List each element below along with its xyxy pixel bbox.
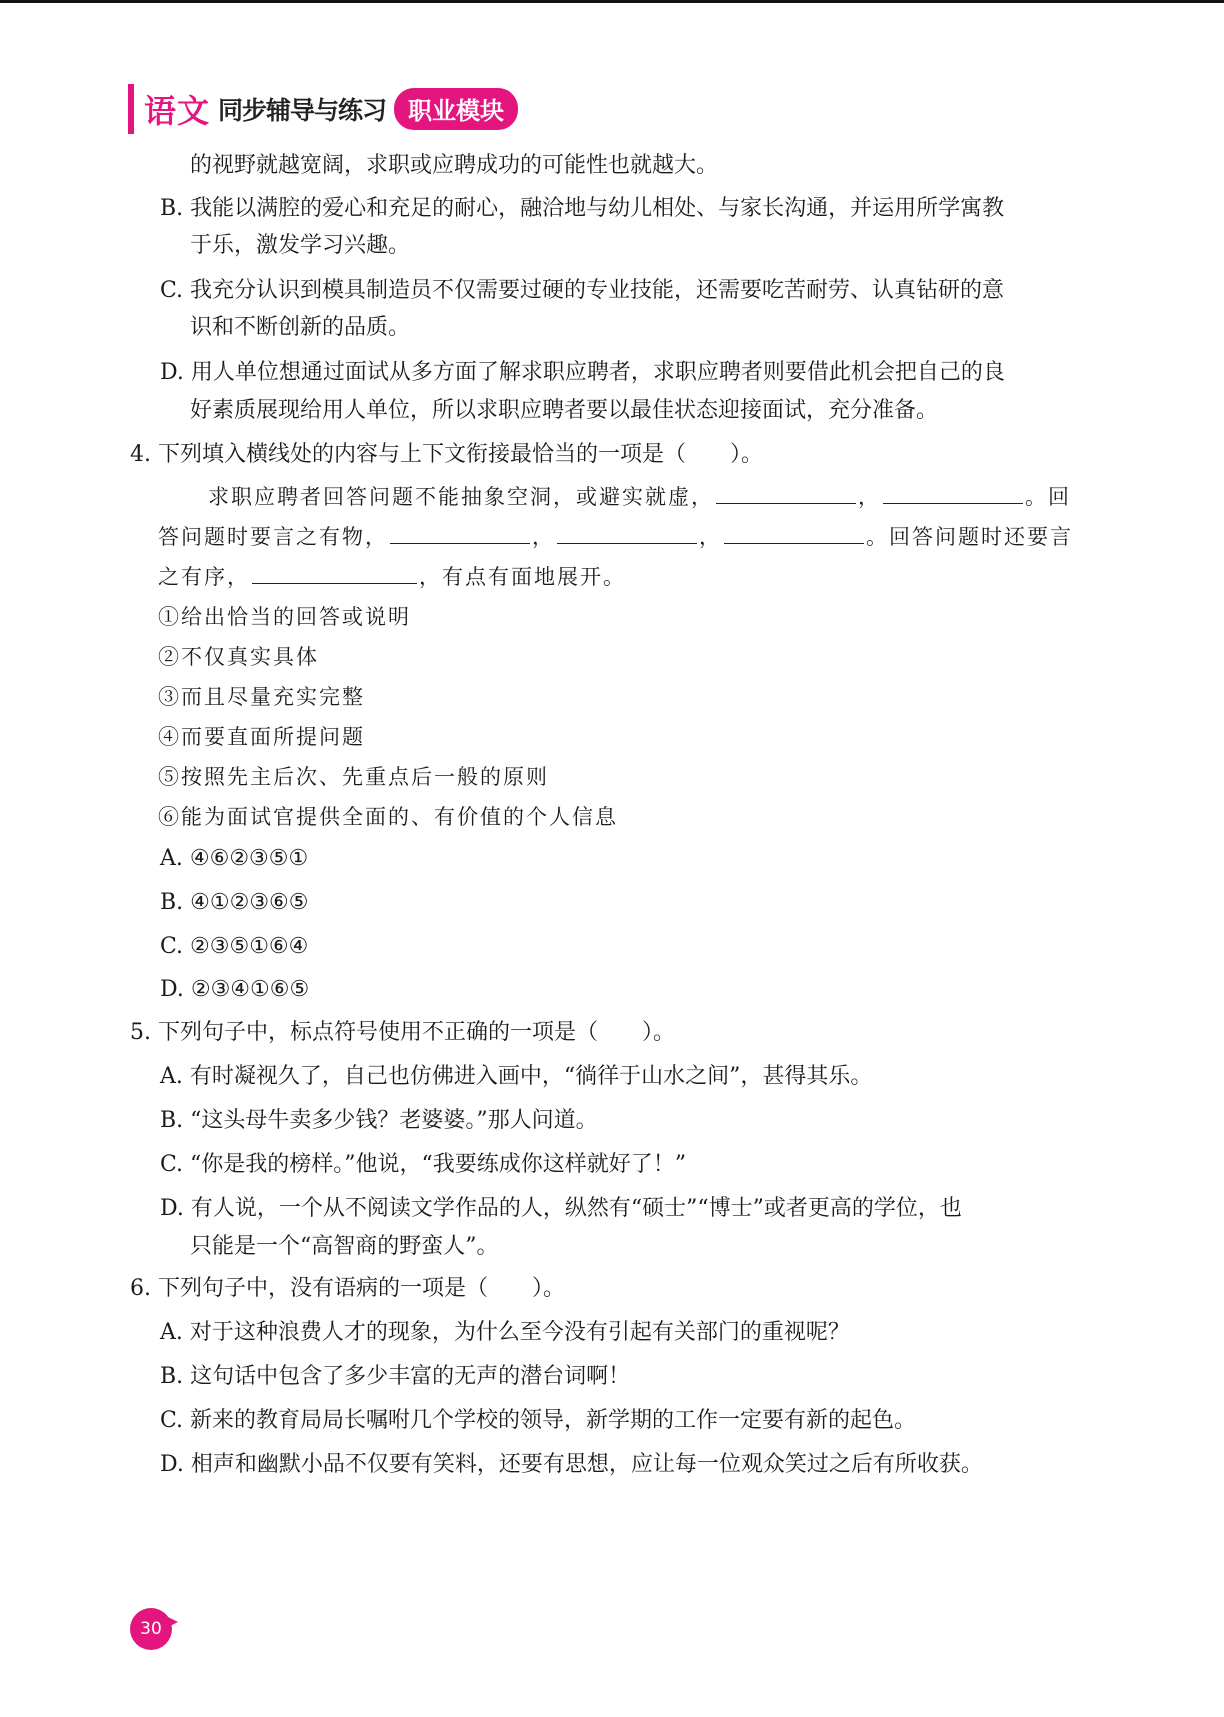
q4-item: ③而且尽量充实完整 <box>158 685 365 709</box>
q4-item: ①给出恰当的回答或说明 <box>158 605 411 629</box>
q4-passage-line1 <box>208 482 1071 512</box>
q4-item: ⑥能为面试官提供全面的、有价值的个人信息 <box>158 805 618 829</box>
q3-option-b-line1: B. 我能以满腔的爱心和充足的耐心，融洽地与幼儿相处、与家长沟通，并运用所学寓教 <box>160 196 1005 221</box>
q4-item: ⑤按照先主后次、先重点后一般的原则 <box>158 765 549 789</box>
q4-passage-text: 答问题时要言之有物， <box>158 525 388 549</box>
page-number: 30 <box>130 1608 172 1650</box>
comma: ， <box>699 525 722 549</box>
q3-continuation: 的视野就越宽阔，求职或应聘成功的可能性也就越大。 <box>190 153 719 178</box>
top-rule <box>0 0 1224 3</box>
q4-option-a: A. ④⑥②③⑤① <box>160 846 309 871</box>
q4-passage-text: 之有序， <box>158 565 250 589</box>
q4-passage-text: 。回答问题时还要言 <box>866 525 1073 549</box>
q5-stem: 5. 下列句子中，标点符号使用不正确的一项是（ ）。 <box>130 1020 675 1045</box>
q5-option-a: A. 有时凝视久了，自己也仿佛进入画中，“徜徉于山水之间”，甚得其乐。 <box>160 1064 873 1089</box>
q6-option-b: B. 这句话中包含了多少丰富的无声的潜台词啊！ <box>160 1364 631 1389</box>
q4-option-d: D. ②③④①⑥⑤ <box>160 977 310 1002</box>
header-title: 同步辅导与练习 <box>218 96 387 125</box>
q4-item: ④而要直面所提问题 <box>158 725 365 749</box>
fill-blank <box>724 523 864 544</box>
q4-passage-text: 求职应聘者回答问题不能抽象空洞，或避实就虚， <box>208 485 714 509</box>
q5-option-b: B. “这头母牛卖多少钱？老婆婆。”那人问道。 <box>160 1108 598 1133</box>
q6-option-c: C. 新来的教育局局长嘱咐几个学校的领导，新学期的工作一定要有新的起色。 <box>160 1408 917 1433</box>
comma: ， <box>532 525 555 549</box>
q6-option-d: D. 相声和幽默小品不仅要有笑料，还要有思想，应让每一位观众笑过之后有所收获。 <box>160 1452 983 1477</box>
q4-passage-text: 。回 <box>1025 485 1071 509</box>
fill-blank <box>716 483 856 504</box>
fill-blank <box>883 483 1023 504</box>
q4-item: ②不仅真实具体 <box>158 645 319 669</box>
q4-passage-text: ，有点有面地展开。 <box>419 565 626 589</box>
comma: ， <box>858 485 881 509</box>
q4-stem: 4. 下列填入横线处的内容与上下文衔接最恰当的一项是（ ）。 <box>130 442 763 467</box>
fill-blank <box>557 523 697 544</box>
q5-option-c: C. “你是我的榜样。”他说，“我要练成你这样就好了！” <box>160 1152 687 1177</box>
q3-option-c-line2: 识和不断创新的品质。 <box>190 315 411 340</box>
q4-passage-line2 <box>158 522 1073 552</box>
q3-option-d-line2: 好素质展现给用人单位，所以求职应聘者要以最佳状态迎接面试，充分准备。 <box>190 398 939 423</box>
q5-option-d-line2: 只能是一个“高智商的野蛮人”。 <box>190 1234 499 1259</box>
q6-option-a: A. 对于这种浪费人才的现象，为什么至今没有引起有关部门的重视呢？ <box>160 1320 850 1345</box>
q4-option-b: B. ④①②③⑥⑤ <box>160 890 309 915</box>
header-subject: 语文 <box>144 92 211 130</box>
q5-option-d-line1: D. 有人说，一个从不阅读文学作品的人，纵然有“硕士”“博士”或者更高的学位，也 <box>160 1196 962 1221</box>
fill-blank <box>252 563 417 584</box>
q3-option-c-line1: C. 我充分认识到模具制造员不仅需要过硬的专业技能，还需要吃苦耐劳、认真钻研的意 <box>160 278 1005 303</box>
fill-blank <box>390 523 530 544</box>
q3-option-d-line1: D. 用人单位想通过面试从多方面了解求职应聘者，求职应聘者则要借此机会把自己的良 <box>160 360 1005 385</box>
q3-option-b-line2: 于乐，激发学习兴趣。 <box>190 233 411 258</box>
q4-option-c: C. ②③⑤①⑥④ <box>160 934 309 959</box>
header-accent-bar <box>128 84 134 134</box>
header-badge: 职业模块 <box>394 88 518 130</box>
page-header <box>128 84 518 134</box>
q6-stem: 6. 下列句子中，没有语病的一项是（ ）。 <box>130 1276 565 1301</box>
q4-passage-line3 <box>158 562 626 592</box>
